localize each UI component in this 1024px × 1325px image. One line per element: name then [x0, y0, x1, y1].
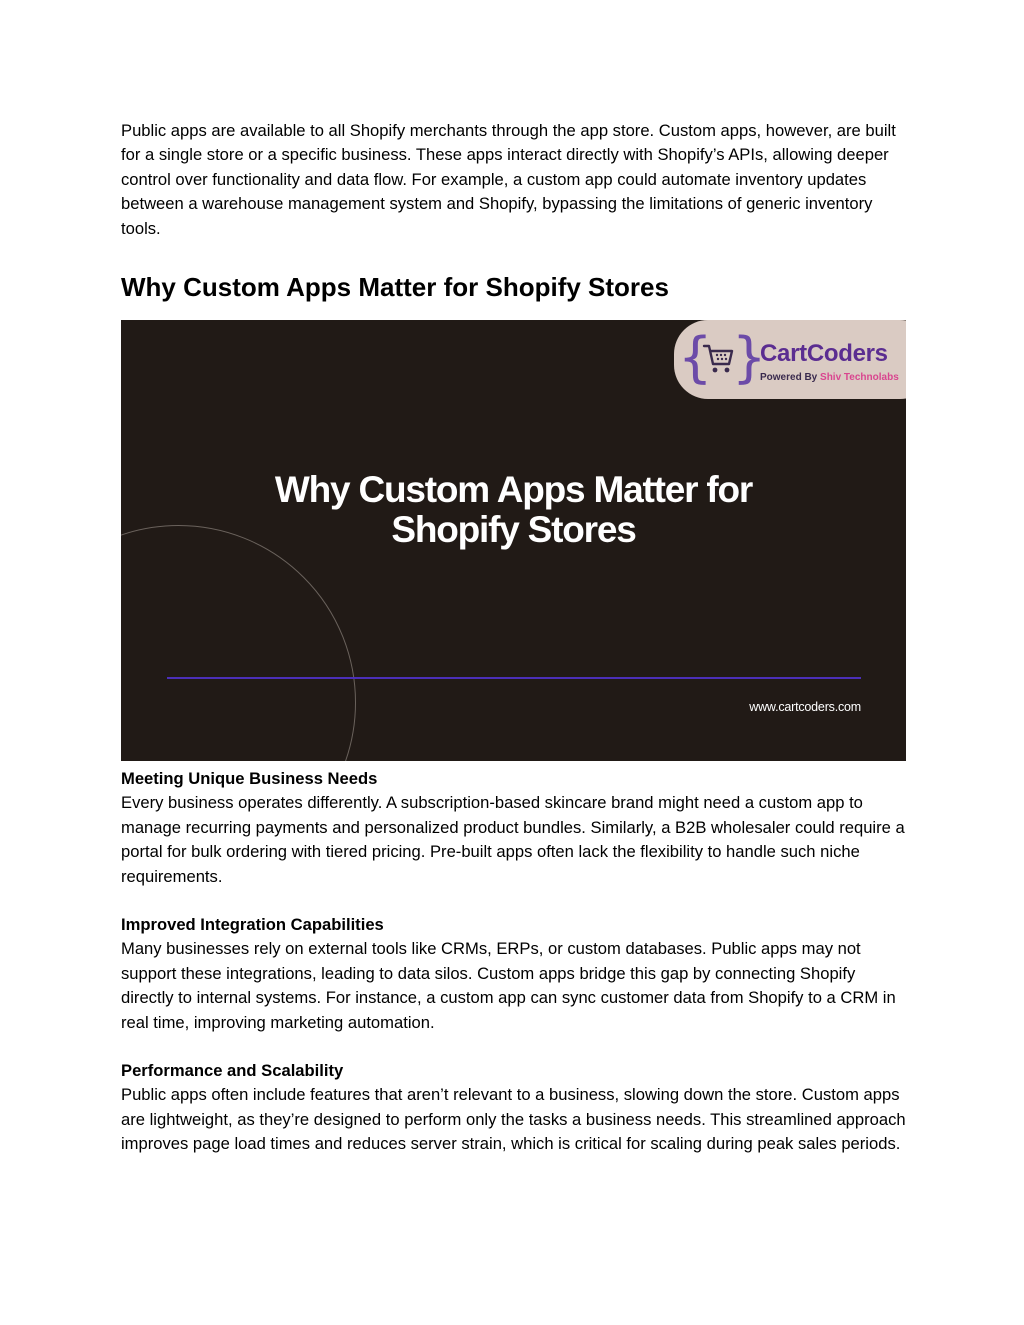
logo-brace-close: } — [732, 326, 767, 389]
section-integration — [121, 913, 906, 1035]
logo-tagline — [760, 372, 899, 383]
subsection-heading: Performance and Scalability — [121, 1061, 344, 1080]
section-performance — [121, 1059, 906, 1157]
cartcoders-logo — [674, 320, 906, 399]
banner-title-line-1: Why Custom Apps Matter for — [274, 469, 753, 510]
subsection-body: Every business operates differently. A subscription-based skincare brand might need a custom app to manage recurring payments and personalized product bundles. Similarly, a B2B wholesaler could require a portal for bulk ordering with tiered pricing. Pre-built apps often lack the flexibility to handle such niche requirements. — [121, 793, 905, 886]
intro-paragraph: Public apps are available to all Shopify merchants through the app store. Custom apps, however, are built for a single store or a specific business. These apps interact directly with Shopify’s APIs, allowing deeper control over functionality and data flow. For example, a custom app could automate inventory updates between a warehouse management system and Shopify, bypassing the limitations of generic inventory tools. — [121, 121, 896, 238]
banner-title — [121, 470, 906, 550]
shopping-cart-icon — [702, 342, 734, 376]
subsection-heading: Improved Integration Capabilities — [121, 915, 384, 934]
subsection-body: Many businesses rely on external tools like CRMs, ERPs, or custom databases. Public apps may not support these integrations, leading to data silos. Custom apps bridge this gap by connecting Shopify directly to internal systems. For instance, a custom app can sync customer data from Shopify to a CRM in real time, improving marketing automation. — [121, 939, 896, 1032]
section-heading: Why Custom Apps Matter for Shopify Stores — [121, 272, 669, 302]
logo-brace-open: { — [678, 326, 713, 389]
decorative-circle — [121, 525, 356, 761]
banner-title-line-2: Shopify Stores — [391, 509, 636, 550]
logo-powered-by: Powered By — [760, 372, 821, 383]
logo-wordmark — [760, 340, 888, 368]
banner-image — [121, 320, 906, 761]
logo-word-cart: Cart — [760, 340, 807, 367]
logo-word-coders: Coders — [806, 340, 888, 367]
subsection-heading: Meeting Unique Business Needs — [121, 769, 378, 788]
subsection-body: Public apps often include features that aren’t relevant to a business, slowing down the store. Custom apps are lightweight, as they’re designed to perform only the tasks a business needs. This streamlined approach improves page load times and reduces server strain, which is critical for scaling during peak sales periods. — [121, 1085, 906, 1154]
logo-company: Shiv Technolabs — [820, 372, 899, 383]
document-page — [121, 119, 906, 1154]
banner-url: www.cartcoders.com — [749, 700, 861, 714]
section-meeting-needs — [121, 767, 906, 889]
decorative-rule — [167, 677, 861, 679]
